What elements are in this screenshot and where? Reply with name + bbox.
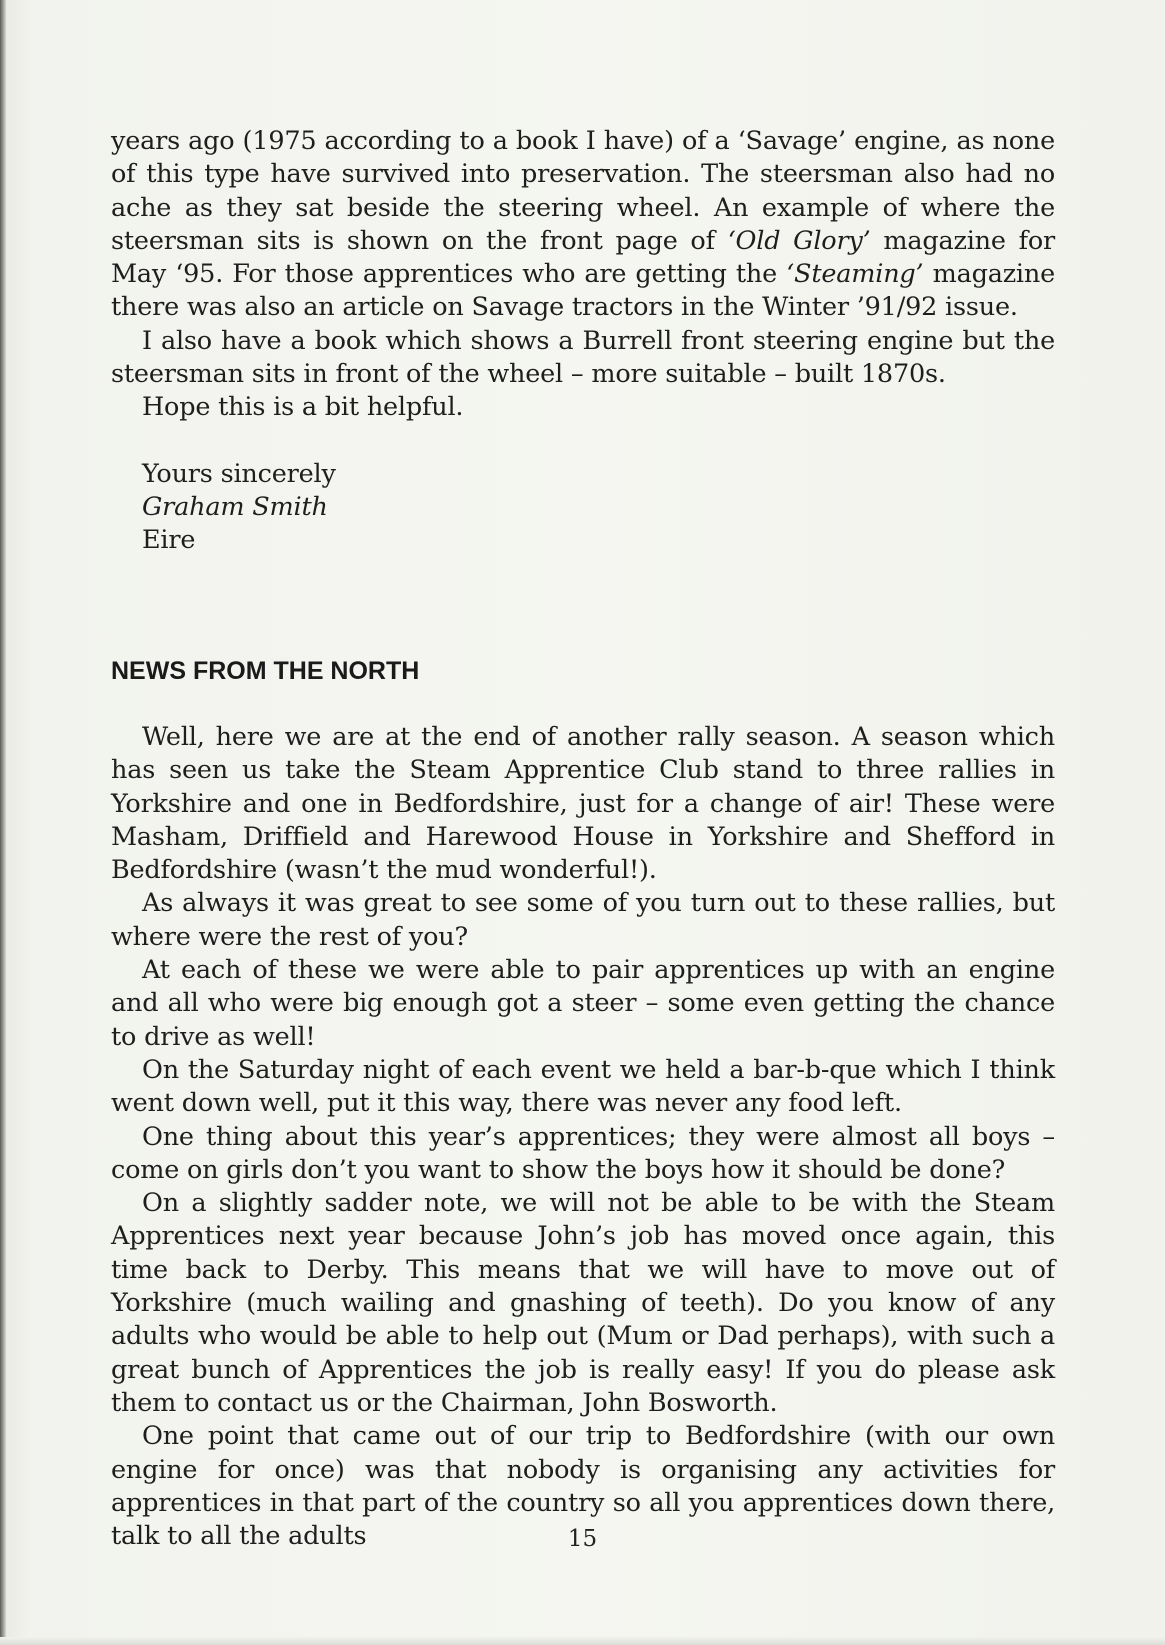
- magazine-title-steaming: ‘Steaming’: [786, 259, 924, 290]
- letter-paragraph-3: Hope this is a bit helpful.: [142, 392, 464, 423]
- letter-signature: Graham Smith: [142, 491, 328, 522]
- section-body: [111, 721, 1055, 1553]
- letter-body: [111, 125, 1055, 558]
- section-paragraph: At each of these we were able to pair apprentices up with an engine and all who were big enough got a steer – some even getting the chance to drive as well!: [111, 955, 1055, 1052]
- section-paragraph: One point that came out of our trip to Bedfordshire (with our own engine for once) was that nobody is organising any activities for apprentices in that part of the country so all you apprentices down there, talk to all the adults: [111, 1421, 1055, 1552]
- page-bottom-edge: [0, 1637, 1165, 1645]
- letter-location: Eire: [142, 525, 196, 556]
- letter-paragraph-1: years ago (1975 according to a book I have) of a ‘Savage’ engine, as none of this type have survived into preservation. The steersman also had no ache as they sat beside the steering wheel. An example of where the steersman sits is shown on the front page of ‘Old Glory’ magazine for May ‘95. For those apprentices who are getting the ‘Steaming’ magazine there was also an article on Savage tractors in the Winter ’91/92 issue.: [111, 126, 1056, 323]
- letter-closing: Yours sincerely: [142, 458, 336, 489]
- magazine-title-old-glory: ‘Old Glory’: [727, 225, 871, 256]
- page-number: 15: [567, 1526, 598, 1552]
- section-paragraph: On the Saturday night of each event we held a bar-b-que which I think went down well, put it this way, there was never any food left.: [111, 1054, 1055, 1119]
- section-paragraph: One thing about this year’s apprentices; they were almost all boys – come on girls don’t you want to show the boys how it should be done?: [111, 1121, 1055, 1185]
- page-binding-edge: [0, 0, 6, 1645]
- section-paragraph: On a slightly sadder note, we will not be able to be with the Steam Apprentices next year because John’s job has moved once again, this time back to Derby. This means that we will have to move out of Yorkshire (much wailing and gnashing of teeth). Do you know of any adults who would be able to help out (Mum or Dad perhaps), with such a great bunch of Apprentices the job is really easy! If you do please ask them to contact us or the Chairman, John Bosworth.: [111, 1188, 1055, 1418]
- letter-closing-block: [111, 458, 1055, 558]
- letter-paragraph-2: I also have a book which shows a Burrell front steering engine but the steersman sits in front of the wheel – more suitable – built 1870s.: [111, 325, 1055, 390]
- section-paragraph: Well, here we are at the end of another rally season. A season which has seen us take the Steam Apprentice Club stand to three rallies in Yorkshire and one in Bedfordshire, just for a change of air! These were Masham, Driffield and Harewood House in Yorkshire and Shefford in Bedfordshire (wasn’t the mud wonderful!).: [111, 722, 1055, 886]
- section-paragraph: As always it was great to see some of you turn out to these rallies, but where were the rest of you?: [111, 888, 1055, 952]
- section-heading: NEWS FROM THE NORTH: [111, 657, 420, 685]
